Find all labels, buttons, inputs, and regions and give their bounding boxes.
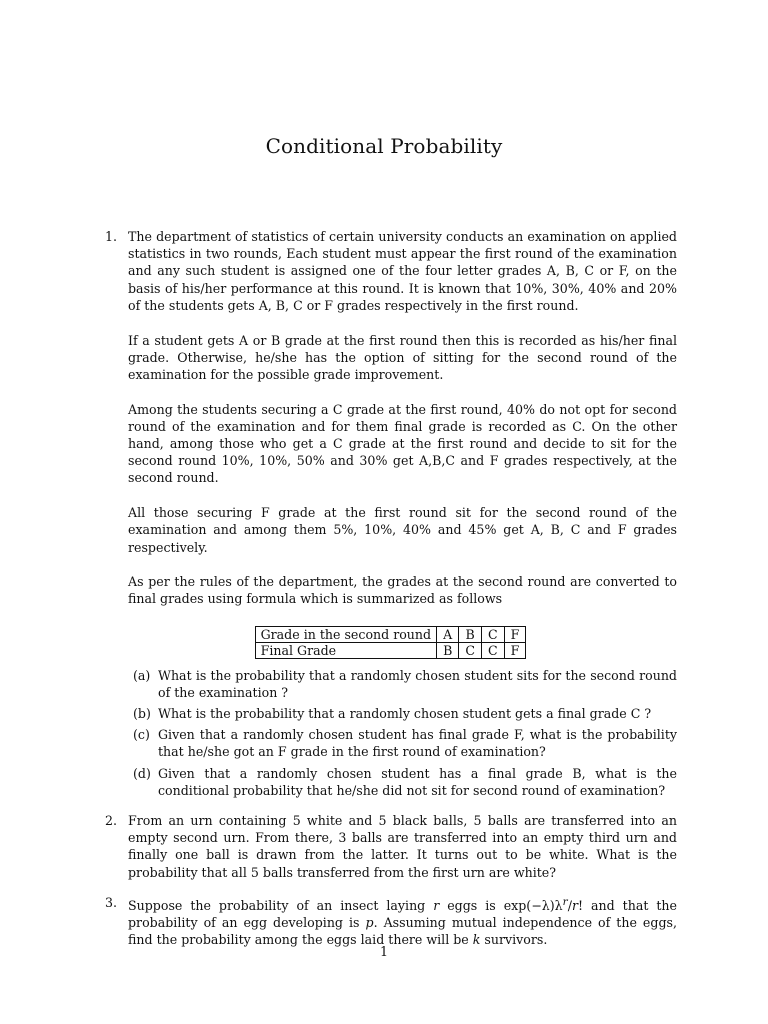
question-2 [105,812,677,881]
sup-r: r [562,895,568,908]
q3-text-6: survivors. [480,932,548,948]
question-number: 3. [105,894,118,910]
table-cell: A [437,626,459,642]
page-number: 1 [379,944,388,959]
sub-question-b [128,705,677,722]
table-row [255,626,526,642]
question-number: 1. [105,229,118,244]
sub-question-label: (d) [133,765,151,781]
var-k: k [472,932,481,948]
sub-question-a [128,667,677,701]
sub-question-list [128,667,677,799]
var-r: r [433,898,440,914]
sub-question-text: Given that a randomly chosen student has a final grade B, what is the conditional probability that he/she did not sit for second round of examination? [158,765,677,798]
var-r-2: r [571,898,578,914]
q1-paragraph-4: All those securing F grade at the first round sit for the second round of the examination and among them 5%, 10%, 40% and 45% get A, B, C and F grades respectively. [128,505,677,555]
sub-question-label: (b) [133,706,151,722]
q3-text [128,894,677,949]
question-number: 2. [105,813,118,829]
table-cell: C [459,642,482,658]
question-3 [105,894,677,949]
grade-conversion-table [255,626,527,659]
problem-list [105,228,677,949]
sub-question-c [128,726,677,760]
sub-question-label: (a) [133,667,151,683]
table-cell: F [504,642,526,658]
q3-text-2: eggs is exp(−λ)λ [439,898,563,914]
q1-paragraph-3: Among the students securing a C grade at the first round, 40% do not opt for second round of the examination and for them final grade is recorded as C. On the other hand, among those who get a C grade at the first round and decide to sit for the second round 10%, 10%, 50% and 30% get A,B,C and F grades respectively, at the second round. [128,401,677,486]
table-row [255,642,526,658]
row-label: Final Grade [255,642,437,658]
sub-question-label: (c) [133,727,150,743]
q1-paragraph-5: As per the rules of the department, the grades at the second round are converted to final grades using formula which is summarized as follows [128,574,677,607]
table-cell: C [482,626,505,642]
q1-paragraph-2: If a student gets A or B grade at the first round then this is recorded as his/her final grade. Otherwise, he/she has the option of sitting for the second round of the examination for the possible grade improvement. [128,332,677,382]
sub-question-d [128,765,677,799]
var-p: p [365,915,374,931]
table-cell: F [504,626,526,642]
q2-text: From an urn containing 5 white and 5 black balls, 5 balls are transferred into an empty second urn. From there, 3 balls are transferred into an empty third urn and finally one ball is drawn from the latter. It turns out to be white. What is the probability that all 5 balls transferred from the first urn are white? [128,813,677,880]
table-cell: B [437,642,459,658]
sub-question-text: What is the probability that a randomly chosen student gets a final grade C ? [158,706,652,722]
q1-paragraph-1: The department of statistics of certain university conducts an examination on applied statistics in two rounds, Each student must appear the first round of the examination and any such student is assigned one of the four letter grades A, B, C or F, on the basis of his/her performance at this round. It is known that 10%, 30%, 40% and 20% of the students gets A, B, C or F grades respectively in the first round. [128,229,677,313]
q3-text-1: Suppose the probability of an insect laying [128,898,434,914]
question-1 [105,228,677,799]
sub-question-text: What is the probability that a randomly chosen student sits for the second round of the examination ? [158,667,677,700]
sub-question-text: Given that a randomly chosen student has final grade F, what is the probability that he/she got an F grade in the first round of examination? [158,727,677,760]
q3-text-4: ! and that the probability of an egg developing is [128,898,677,931]
table-cell: C [482,642,505,658]
page-title: Conditional Probability [265,134,503,158]
table-cell: B [459,626,482,642]
q3-text-5: . Assuming mutual independence of the eggs, find the probability among the eggs laid there will be [128,915,677,948]
q3-text-3: / [567,898,572,914]
row-label: Grade in the second round [255,626,437,642]
